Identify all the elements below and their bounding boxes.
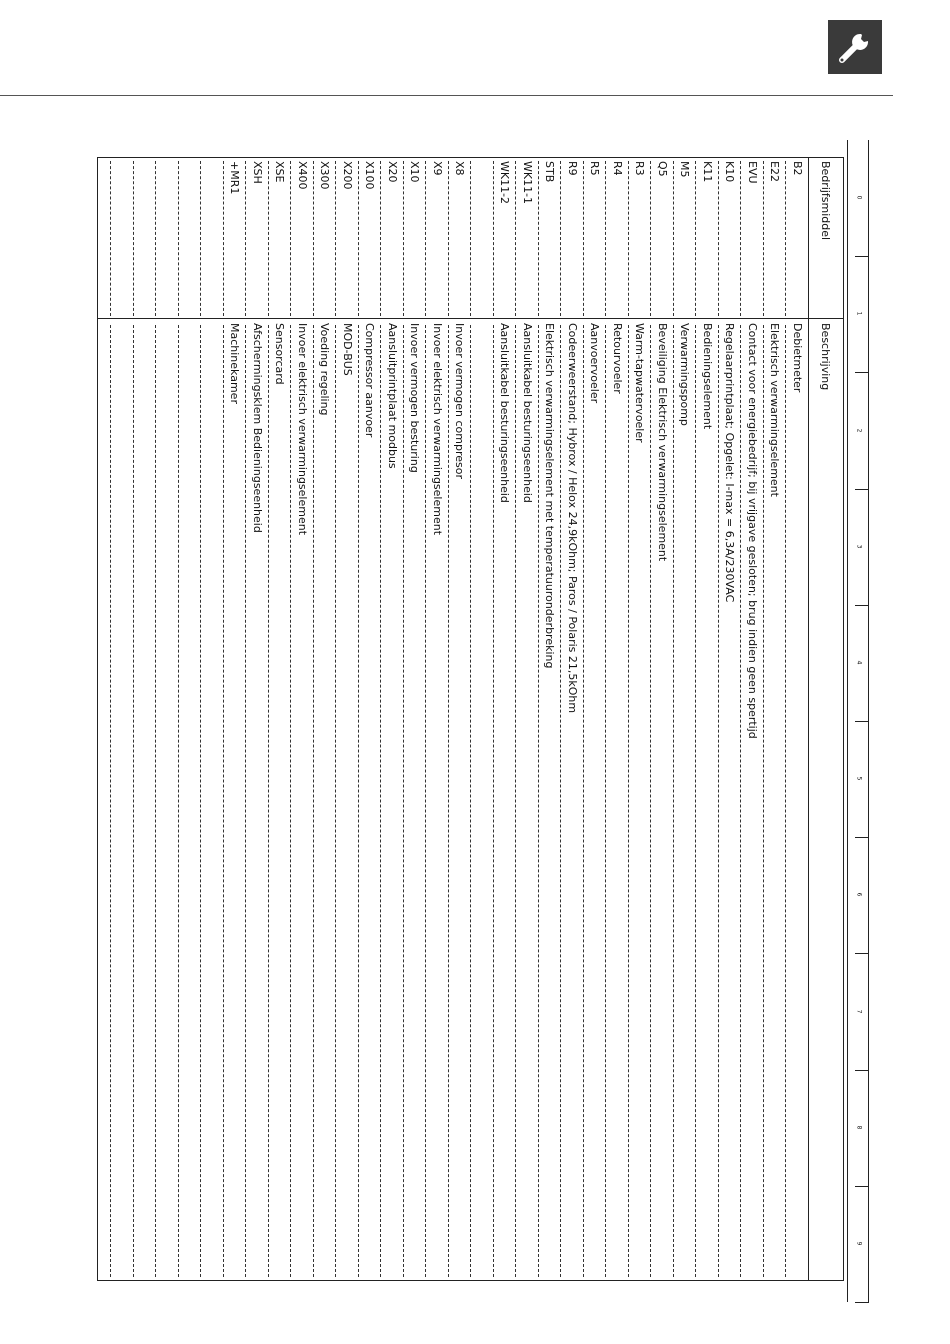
row-description: Aansluitprintplaat modbus — [386, 323, 399, 469]
ruler-tick — [855, 721, 869, 722]
table-row — [606, 157, 629, 1281]
row-description: Elektrisch verwarmingselement — [768, 323, 782, 497]
row-description: Voeding regeling — [318, 323, 332, 416]
row-id: WK11-2 — [498, 161, 512, 205]
table-row — [223, 157, 246, 1281]
table-row — [201, 157, 224, 1281]
table-row — [336, 157, 359, 1281]
row-id: R3 — [633, 161, 647, 176]
row-description: Afschermingsklem Bedieningseenheid — [251, 323, 264, 533]
ruler-label: 0 — [855, 195, 863, 200]
ruler-label: 4 — [855, 660, 863, 665]
ruler-tick — [855, 953, 869, 954]
row-description: Invoer elektrisch verwarmingselement — [431, 323, 444, 536]
table-row — [246, 157, 269, 1281]
table-row — [403, 157, 426, 1281]
row-id: X100 — [363, 161, 377, 190]
row-description: Contact voor energiebedrijf; bij vrijgave gesloten; brug indien geen spertijd — [746, 323, 759, 739]
table-row — [313, 157, 336, 1281]
row-id: X200 — [341, 161, 354, 190]
ruler-tick — [855, 256, 869, 257]
ruler-label: 7 — [855, 1009, 863, 1013]
table-row — [471, 157, 494, 1281]
row-description: Regelaarprintplaat; Opgelet: I-max = 6,3A/230VAC — [723, 323, 737, 603]
table-row — [718, 157, 741, 1281]
ruler-tick — [855, 372, 869, 373]
row-id: B2 — [791, 161, 804, 176]
row-description: MOD-BUS — [341, 323, 354, 376]
row-description: Aansluitkabel besturingseenheid — [498, 323, 512, 503]
ruler-tick — [855, 1070, 869, 1071]
row-id: K11 — [701, 161, 714, 183]
row-id: WK11-1 — [521, 161, 534, 205]
row-description: Aansluitkabel besturingseenheid — [521, 323, 534, 503]
header-description: Beschrijving — [819, 323, 832, 391]
column-ruler — [847, 140, 869, 1302]
row-id: XSE — [273, 161, 287, 183]
ruler-label: 3 — [855, 544, 863, 549]
table-row — [628, 157, 651, 1281]
ruler-label: 9 — [855, 1241, 863, 1246]
row-description: Invoer vermogen besturing — [408, 323, 422, 473]
row-description: Verwarmingspomp — [678, 323, 692, 426]
ruler-label: 5 — [855, 776, 863, 781]
row-description: Aanvoervoeler — [588, 323, 602, 404]
row-id: R9 — [566, 161, 579, 176]
component-table — [97, 157, 844, 1281]
table-row — [268, 157, 291, 1281]
ruler-tick — [855, 837, 869, 838]
table-row — [493, 157, 516, 1281]
row-id: Q5 — [656, 161, 669, 177]
ruler-tick — [855, 489, 869, 490]
row-id: EVU — [746, 161, 759, 184]
table-row — [178, 157, 201, 1281]
row-id: K10 — [723, 161, 737, 183]
table-row — [516, 157, 539, 1281]
table-row — [426, 157, 449, 1281]
table-row — [673, 157, 696, 1281]
row-id: E22 — [768, 161, 782, 182]
table-row — [561, 157, 584, 1281]
table-row — [651, 157, 674, 1281]
row-id: M5 — [678, 161, 692, 178]
row-id: R5 — [588, 161, 602, 176]
row-id: R4 — [611, 161, 624, 176]
row-description: Codeerweerstand; Hybrox / Helox 24,9kOhm; Paros / Polaris 21,5kOhm — [566, 323, 579, 714]
table-row — [381, 157, 404, 1281]
table-row — [696, 157, 719, 1281]
row-id: XSH — [251, 161, 264, 184]
row-id: +MR1 — [228, 161, 242, 195]
table-row — [786, 157, 809, 1281]
ruler-label: 1 — [855, 311, 863, 316]
ruler-tick — [855, 1186, 869, 1187]
row-id: STB — [543, 161, 557, 183]
header-id: Bedrijfsmiddel — [819, 161, 832, 241]
row-description: Retourvoeler — [611, 323, 624, 394]
row-description: Compressor aanvoer — [363, 323, 377, 438]
ruler-label: 8 — [855, 1125, 863, 1130]
ruler-tick — [855, 1302, 869, 1303]
table-row — [741, 157, 764, 1281]
row-id: X9 — [431, 161, 444, 176]
row-description: Bedieningselement — [701, 323, 714, 430]
row-description: Invoer vermogen compresor — [453, 323, 467, 480]
ruler-label: 2 — [855, 428, 863, 432]
row-description: Beveiliging Elektrisch verwarmingselement — [656, 323, 669, 562]
row-description: Sensorcard — [273, 323, 287, 385]
ruler-label: 6 — [855, 892, 863, 897]
row-description: Elektrisch verwarmingselement met temperatuuronderbreking — [543, 323, 557, 669]
table-row — [291, 157, 314, 1281]
row-description: Invoer elektrisch verwarmingselement — [296, 323, 309, 536]
table-header — [808, 157, 844, 1281]
row-id: X20 — [386, 161, 399, 183]
row-description: Machinekamer — [228, 323, 242, 404]
row-id: X10 — [408, 161, 422, 183]
table-row — [133, 157, 156, 1281]
table-row — [448, 157, 471, 1281]
table-row — [538, 157, 561, 1281]
header-rule — [0, 95, 893, 96]
row-id: X400 — [296, 161, 309, 190]
row-description: Debietmeter — [791, 323, 804, 393]
row-description: Warm-tapwatervoeler — [633, 323, 647, 443]
table-row — [156, 157, 179, 1281]
row-id: X300 — [318, 161, 332, 190]
ruler-tick — [855, 605, 869, 606]
table-row — [111, 157, 134, 1281]
wrench-icon — [828, 20, 882, 74]
table-row — [583, 157, 606, 1281]
table-row — [358, 157, 381, 1281]
table-row — [763, 157, 786, 1281]
row-id: X8 — [453, 161, 467, 176]
